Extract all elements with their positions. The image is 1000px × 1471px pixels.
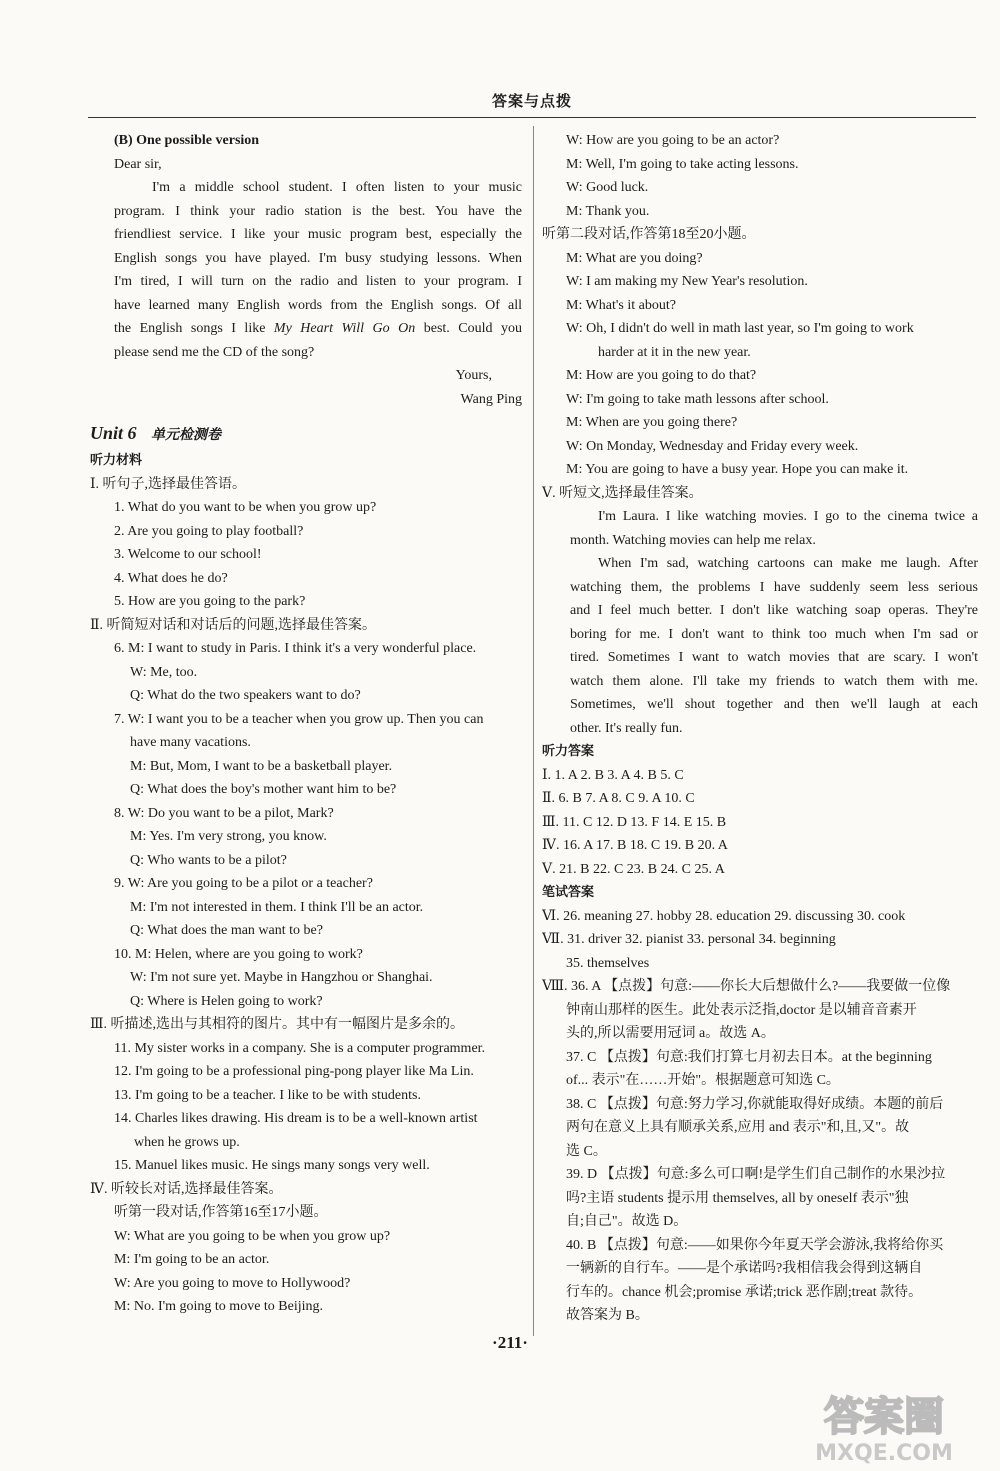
dialog-line: 9. W: Are you going to be a pilot or a teacher? [114,876,373,891]
dialog-line: have many vacations. [130,735,251,750]
answer-row: 头的,所以需要用冠词 a。故选 A。 [566,1026,775,1041]
answer-row: Ⅵ. 26. meaning 27. hobby 28. education 29. discussing 30. cook [542,908,906,924]
answer-row: 37. C 【点拨】句意:我们打算七月初去日本。at the beginning [566,1049,932,1065]
song-title: My Heart Will Go On [273,321,416,336]
passage-line: month. Watching movies can help me relax. [570,532,816,548]
letter-line: English songs you have played. I'm busy studying lessons. When [114,250,522,266]
list-item: 12. I'm going to be a professional ping-pong player like Ma Lin. [114,1064,474,1079]
section-1-title: Ⅰ. 听句子,选择最佳答语。 [90,476,247,492]
right-column [542,129,978,1328]
answer-row: 35. themselves [566,955,650,971]
passage-line: other. It's really fun. [570,720,683,736]
letter-body [90,176,522,341]
answer-row: Ⅱ. 6. B 7. A 8. C 9. A 10. C [542,791,695,806]
listening-answers [542,764,978,882]
dialog-line: M: But, Mom, I want to be a basketball player. [130,758,393,774]
dialog-line: M: What's it about? [566,297,676,313]
answer-row: 40. B 【点拨】句意:——如果你今年夏天学会游泳,我将给你买 [566,1237,944,1253]
list-item: 15. Manuel likes music. He sings many songs very well. [114,1158,430,1173]
letter-line: I'm a middle school student. I often listen to your music [152,180,522,195]
dialog-line: W: Are you going to move to Hollywood? [114,1275,351,1291]
answer-row: Ⅳ. 16. A 17. B 18. C 19. B 20. A [542,838,728,853]
answer-row: Ⅷ. 36. A 【点拨】句意:——你长大后想做什么?——我要做一位像 [542,979,951,994]
dialog-line: M: Yes. I'm very strong, you know. [130,829,327,844]
passage-line: When I'm sad, watching cartoons can make me laugh. After [598,556,978,571]
watermark-logo-text: 答案圈 [824,1394,944,1440]
answer-row: 自;自己"。故选 D。 [566,1214,688,1229]
unit-subtitle: 单元检测卷 [151,427,222,443]
section-3-items [90,1037,522,1178]
letter-line: the English songs I like My Heart Will Go On best. Could you [114,321,522,336]
dialog-line: M: I'm going to be an actor. [114,1252,270,1267]
letter-signature: Wang Ping [460,391,522,407]
watermark-logo [786,1388,982,1464]
passage-line: watch them alone. I'll take my friends to watch them with me. [570,673,978,689]
dialog-line: M: When are you going there? [566,415,738,430]
watermark-logo-url: MXQE.COM [815,1441,953,1464]
section-4-items [90,1225,522,1319]
column-divider [533,126,534,1336]
letter-closing: Yours, [455,368,492,383]
unit-heading [90,411,522,449]
answer-row: 38. C 【点拨】句意:努力学习,你就能取得好成绩。本题的前后 [566,1096,944,1112]
answer-row: 一辆新的自行车。——是个承诺吗?我相信我会得到这辆自 [566,1261,923,1276]
dialog-line: M: I'm not interested in them. I think I'll be an actor. [130,899,424,915]
section-1-items [90,496,522,614]
answer-row: Ⅶ. 31. driver 32. pianist 33. personal 34. beginning [542,932,836,947]
dialog-line: M: You are going to have a busy year. Hope you can make it. [566,462,909,477]
dialog-line: Q: What does the boy's mother want him to be? [130,782,397,797]
dialog-line: 7. W: I want you to be a teacher when you grow up. Then you can [114,711,484,727]
dialog-line: 8. W: Do you want to be a pilot, Mark? [114,805,334,821]
section-4-subtitle: 听第一段对话,作答第16至17小题。 [114,1205,328,1220]
section-4-title: Ⅳ. 听较长对话,选择最佳答案。 [90,1181,283,1197]
letter-line: have learned many English words from the English songs. Of all [114,297,522,313]
answer-row: of... 表示"在……开始"。根据题意可知选 C。 [566,1073,840,1088]
dialog-line: W: Oh, I didn't do well in math last year, so I'm going to work [566,321,914,336]
unit-title: Unit 6 [90,423,137,443]
dialog-line: W: I'm going to take math lessons after school. [566,391,829,407]
section-5-title: Ⅴ. 听短文,选择最佳答案。 [542,485,703,501]
letter-line: program. I think your radio station is the best. You have the [114,203,522,219]
dialog-line: W: What are you going to be when you grow up? [114,1228,391,1244]
letter-last-line: please send me the CD of the song? [114,344,315,360]
answer-row: 故答案为 B。 [566,1308,649,1323]
page-header-title: 答案与点拨 [491,92,572,110]
header-divider [88,117,976,118]
list-item: 1. What do you want to be when you grow up? [114,500,377,515]
dialog-line: Q: What do the two speakers want to do? [130,688,361,703]
list-item: 3. Welcome to our school! [114,547,262,562]
passage-line: Sometimes, we'll shout together and then we'll laugh at each [570,697,978,712]
dialog-line: 10. M: Helen, where are you going to work? [114,946,363,962]
passage-line: boring for me. I don't want to think too much when I'm sad or [570,626,978,642]
answer-row: Ⅰ. 1. A 2. B 3. A 4. B 5. C [542,767,684,783]
page-number: ·211· [492,1333,528,1352]
dialog-line: W: I am making my New Year's resolution. [566,274,808,289]
list-item: 14. Charles likes drawing. His dream is to be a well-known artist [114,1111,478,1126]
answer-row: 两句在意义上具有顺承关系,应用 and 表示"和,且,又"。故 [566,1120,910,1135]
passage [542,505,978,740]
dialog-line: W: How are you going to be an actor? [566,133,780,148]
section-3-title: Ⅲ. 听描述,选出与其相符的图片。其中有一幅图片是多余的。 [90,1017,464,1032]
dialog-line: W: Me, too. [130,664,198,680]
written-answers-title: 笔试答案 [542,885,595,900]
left-column [90,129,522,1319]
answer-row: 吗?主语 students 提示用 themselves, all by oneself 表示"独 [566,1190,909,1206]
section-2-title: Ⅱ. 听简短对话和对话后的问题,选择最佳答案。 [90,617,377,633]
dialog-line: W: On Monday, Wednesday and Friday every week. [566,438,859,454]
list-item: 11. My sister works in a company. She is a computer programmer. [114,1040,486,1056]
list-item: 4. What does he do? [114,570,228,586]
written-answers [542,905,978,1328]
dialog-1-continued [542,129,978,223]
dialog-line: M: How are you going to do that? [566,368,757,383]
dialog-line: M: No. I'm going to move to Beijing. [114,1299,324,1314]
dialog-line: M: What are you doing? [566,250,703,266]
letter-line: friendliest service. I like your music program best, especially the [114,227,522,242]
letter-greeting: Dear sir, [114,156,162,172]
answer-row: 行车的。chance 机会;promise 承诺;trick 恶作剧;treat 款待。 [566,1284,923,1300]
answer-row: 钟南山那样的医生。此处表示泛指,doctor 是以辅音音素开 [566,1002,917,1018]
section-2-items [90,637,522,1013]
dialog-line: 6. M: I want to study in Paris. I think it's a very wonderful place. [114,641,477,656]
dialog-2-title: 听第二段对话,作答第18至20小题。 [542,227,756,242]
dialog-line: M: Thank you. [566,203,650,219]
answer-row: Ⅴ. 21. B 22. C 23. B 24. C 25. A [542,861,725,877]
list-item: 2. Are you going to play football? [114,523,304,539]
answer-row: 选 C。 [566,1143,607,1159]
dialog-line: harder at it in the new year. [598,344,751,360]
dialog-line: W: Good luck. [566,180,649,195]
version-title: (B) One possible version [114,133,260,148]
dialog-line: Q: What does the man want to be? [130,923,323,938]
passage-line: I'm Laura. I like watching movies. I go to the cinema twice a [598,509,978,524]
passage-line: tired. Sometimes I want to watch movies that are scary. I won't [570,650,978,665]
list-item: when he grows up. [134,1134,240,1150]
dialog-line: M: Well, I'm going to take acting lessons. [566,156,799,172]
listening-answers-title: 听力答案 [542,744,595,759]
dialog-line: Q: Where is Helen going to work? [130,993,323,1009]
list-item: 13. I'm going to be a teacher. I like to be with students. [114,1087,421,1103]
dialog-line: W: I'm not sure yet. Maybe in Hangzhou or Shanghai. [130,970,433,985]
answer-row: 39. D 【点拨】句意:多么可口啊!是学生们自己制作的水果沙拉 [566,1167,946,1182]
dialog-line: Q: Who wants to be a pilot? [130,852,287,868]
letter-line: I'm tired, I will turn on the radio and listen to your program. I [114,274,522,289]
list-item: 5. How are you going to the park? [114,594,306,609]
passage-line: watching them, the problems I have suddenly seem less serious [570,579,978,595]
passage-line: and I feel much better. I don't like watching soap operas. They're [570,603,978,618]
listening-material-title: 听力材料 [90,453,143,468]
dialog-2-lines [542,247,978,482]
answer-row: Ⅲ. 11. C 12. D 13. F 14. E 15. B [542,814,727,830]
